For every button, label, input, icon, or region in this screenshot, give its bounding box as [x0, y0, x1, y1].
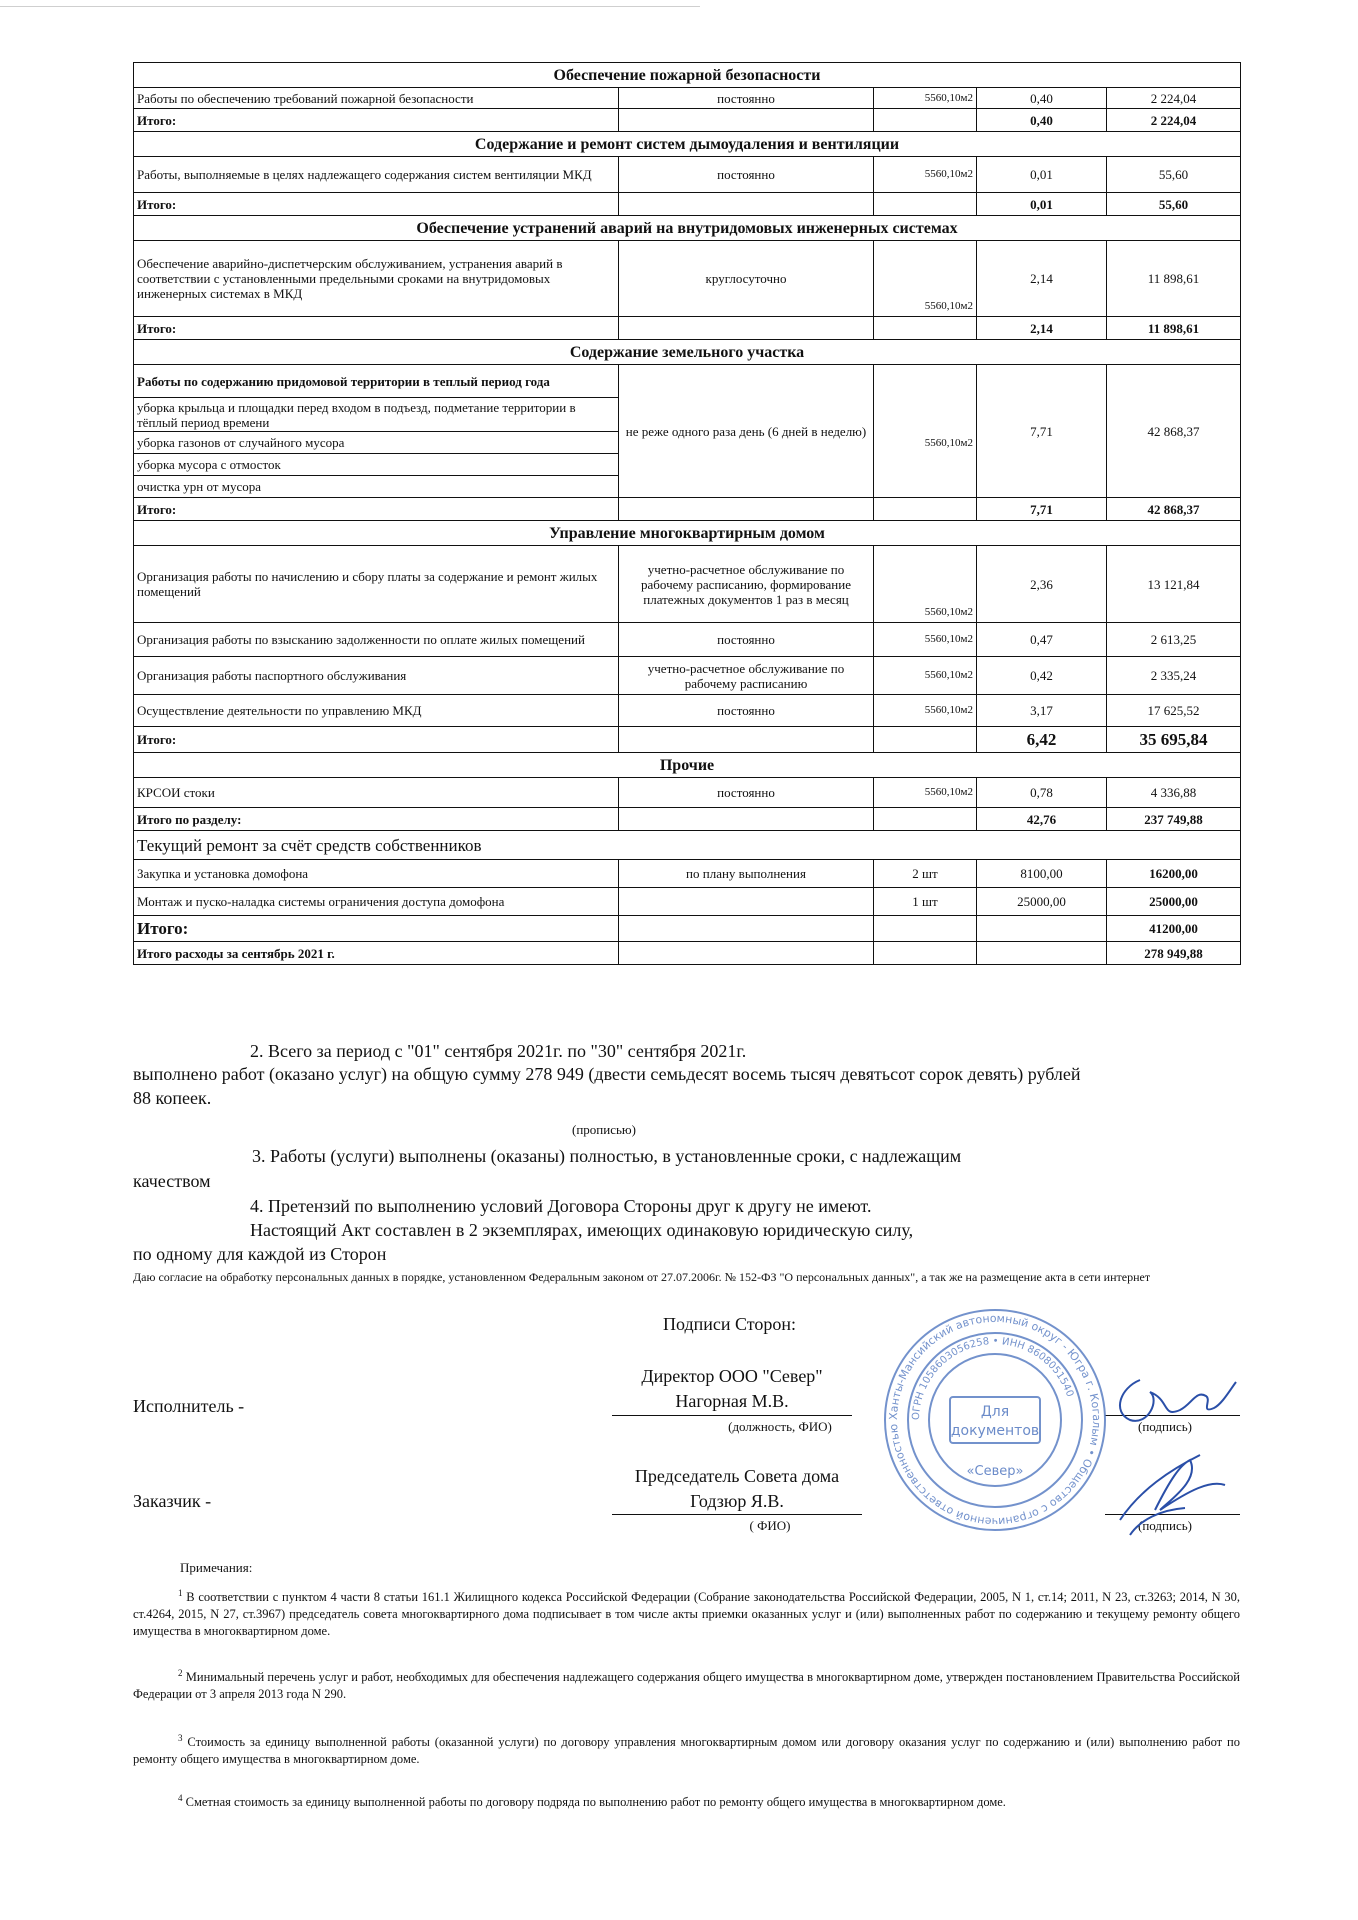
row-rate: 0,47 — [977, 623, 1107, 657]
row-period: постоянно — [619, 88, 874, 109]
total-sum: 41200,00 — [1107, 916, 1241, 942]
row-period: постоянно — [619, 157, 874, 193]
total-sum: 2 224,04 — [1107, 109, 1241, 132]
paragraph-3: 3. Работы (услуги) выполнены (оказаны) полностью, в установленные сроки, с надлежащим — [252, 1146, 962, 1166]
paragraph-2-cont2: 88 копеек. — [133, 1088, 212, 1108]
row-unit: 5560,10м2 — [874, 657, 977, 695]
handwritten-signatures — [1100, 1360, 1240, 1550]
section-title-repair: Текущий ремонт за счёт средств собственников — [134, 831, 1241, 860]
stamp-inner-text: ОГРН 1058603056258 • ИНН 8608051540 — [910, 1335, 1076, 1421]
row-name: Монтаж и пуско-наладка системы ограничения доступа домофона — [134, 888, 619, 916]
signatures-title: Подписи Сторон: — [663, 1314, 797, 1334]
table-row-grand-total — [134, 942, 1241, 965]
note-4 — [133, 1790, 1240, 1811]
table-row — [134, 888, 1241, 916]
company-stamp — [880, 1305, 1110, 1535]
total-label: Итого: — [134, 317, 619, 340]
land-item: очистка урн от мусора — [134, 476, 619, 498]
note-1-mark: 1 — [178, 1588, 183, 1598]
section-title-emergency: Обеспечение устранений аварий на внутридомовых инженерных системах — [134, 216, 1241, 241]
paragraph-5-cont: по одному для каждой из Сторон — [133, 1244, 387, 1264]
note-3-text: Стоимость за единицу выполненной работы (оказанной услуги) по договору управления многоквартирным домом или договору оказания услуг по содержанию и (или) выполнению работ по ремонту общего имущества в многоквартирном доме. — [133, 1735, 1240, 1767]
executor-name: Нагорная М.В. — [675, 1391, 789, 1411]
row-name: Организация работы по начислению и сбору платы за содержание и ремонт жилых помещений — [134, 546, 619, 623]
row-sum: 2 613,25 — [1107, 623, 1241, 657]
total-label: Итого по разделу: — [134, 808, 619, 831]
row-unit: 5560,10м2 — [874, 695, 977, 727]
stamp-center-top: Для — [980, 1404, 1010, 1420]
table-row-total — [134, 109, 1241, 132]
propisyu-caption: (прописью) — [572, 1122, 636, 1137]
row-name: Работы, выполняемые в целях надлежащего содержания систем вентиляции МКД — [134, 157, 619, 193]
section-title-management: Управление многоквартирным домом — [134, 521, 1241, 546]
total-label: Итого: — [134, 109, 619, 132]
customer-sign-caption: (подпись) — [1138, 1518, 1192, 1533]
total-sum: 55,60 — [1107, 193, 1241, 216]
note-2-text: Минимальный перечень услуг и работ, необходимых для обеспечения надлежащего содержания общего имущества в многоквартирном доме, утвержден постановлением Правительства Российской Федерации от 3 апреля 2013 года N 290. — [133, 1670, 1240, 1702]
note-1 — [133, 1585, 1240, 1640]
total-rate: 0,40 — [977, 109, 1107, 132]
row-sum: 17 625,52 — [1107, 695, 1241, 727]
row-unit: 5560,10м2 — [874, 623, 977, 657]
land-unit: 5560,10м2 — [874, 365, 977, 498]
land-period: не реже одного раза день (6 дней в неделю) — [619, 365, 874, 498]
table-row — [134, 365, 1241, 398]
total-label: Итого: — [134, 498, 619, 521]
row-name: Организация работы по взысканию задолженности по оплате жилых помещений — [134, 623, 619, 657]
row-rate: 0,01 — [977, 157, 1107, 193]
row-unit: 5560,10м2 — [874, 88, 977, 109]
row-rate: 25000,00 — [977, 888, 1107, 916]
row-rate: 0,42 — [977, 657, 1107, 695]
note-4-mark: 4 — [178, 1793, 183, 1803]
note-2 — [133, 1665, 1240, 1703]
total-rate: 7,71 — [977, 498, 1107, 521]
row-name: Работы по обеспечению требований пожарной безопасности — [134, 88, 619, 109]
land-item: уборка мусора с отмосток — [134, 454, 619, 476]
row-unit: 5560,10м2 — [874, 241, 977, 317]
row-sum: 55,60 — [1107, 157, 1241, 193]
stamp-center-bottom: документов — [950, 1423, 1040, 1439]
row-rate: 0,40 — [977, 88, 1107, 109]
row-period: постоянно — [619, 778, 874, 808]
customer-label: Заказчик - — [133, 1491, 212, 1511]
land-item: уборка газонов от случайного мусора — [134, 432, 619, 454]
row-sum: 13 121,84 — [1107, 546, 1241, 623]
total-sum: 237 749,88 — [1107, 808, 1241, 831]
total-label: Итого: — [134, 193, 619, 216]
table-row — [134, 695, 1241, 727]
total-rate: 42,76 — [977, 808, 1107, 831]
row-unit: 1 шт — [874, 888, 977, 916]
row-name: Организация работы паспортного обслуживания — [134, 657, 619, 695]
table-row-total — [134, 916, 1241, 942]
row-unit: 5560,10м2 — [874, 157, 977, 193]
paragraph-5: Настоящий Акт составлен в 2 экземплярах, имеющих одинаковую юридическую силу, — [250, 1220, 914, 1240]
customer-name: Годзюр Я.В. — [690, 1491, 784, 1511]
total-sum: 42 868,37 — [1107, 498, 1241, 521]
table-row — [134, 657, 1241, 695]
row-rate: 8100,00 — [977, 860, 1107, 888]
row-period: постоянно — [619, 695, 874, 727]
row-rate: 2,14 — [977, 241, 1107, 317]
row-period: по плану выполнения — [619, 860, 874, 888]
row-sum: 2 335,24 — [1107, 657, 1241, 695]
row-sum: 16200,00 — [1107, 860, 1241, 888]
paragraph-3-cont: качеством — [133, 1171, 211, 1191]
executor-sign-caption: (подпись) — [1138, 1419, 1192, 1434]
services-table — [133, 62, 1241, 965]
table-row-total — [134, 193, 1241, 216]
grand-total-sum: 278 949,88 — [1107, 942, 1241, 965]
table-row-section-total — [134, 808, 1241, 831]
note-3-mark: 3 — [178, 1733, 183, 1743]
land-sum: 42 868,37 — [1107, 365, 1241, 498]
total-label: Итого: — [134, 727, 619, 753]
row-unit: 5560,10м2 — [874, 778, 977, 808]
executor-line — [612, 1415, 852, 1416]
row-period: круглосуточно — [619, 241, 874, 317]
total-sum: 35 695,84 — [1107, 727, 1241, 753]
table-row — [134, 88, 1241, 109]
customer-signature — [1120, 1455, 1225, 1535]
total-sum: 11 898,61 — [1107, 317, 1241, 340]
total-rate: 6,42 — [977, 727, 1107, 753]
executor-caption: (должность, ФИО) — [728, 1419, 832, 1434]
table-row — [134, 546, 1241, 623]
row-rate: 2,36 — [977, 546, 1107, 623]
table-row-total — [134, 727, 1241, 753]
paragraph-2-cont: выполнено работ (оказано услуг) на общую сумму 278 949 (двести семьдесят восемь тысяч девятьсот сорок девять) рублей — [133, 1064, 1081, 1084]
land-header: Работы по содержанию придомовой территории в теплый период года — [134, 365, 619, 398]
row-period — [619, 888, 874, 916]
row-sum: 2 224,04 — [1107, 88, 1241, 109]
table-row — [134, 778, 1241, 808]
row-unit: 5560,10м2 — [874, 546, 977, 623]
total-rate: 2,14 — [977, 317, 1107, 340]
row-name: КРСОИ стоки — [134, 778, 619, 808]
table-row — [134, 157, 1241, 193]
paragraph-4: 4. Претензий по выполнению условий Договора Стороны друг к другу не имеют. — [250, 1196, 872, 1216]
row-name: Обеспечение аварийно-диспетчерским обслуживанием, устранения аварий в соответствии с установленными предельными сроками на внутридомовых инженерных системах в МКД — [134, 241, 619, 317]
total-rate: 0,01 — [977, 193, 1107, 216]
executor-signature — [1120, 1380, 1236, 1421]
row-name: Закупка и установка домофона — [134, 860, 619, 888]
customer-caption: ( ФИО) — [749, 1518, 791, 1533]
row-period: постоянно — [619, 623, 874, 657]
row-period: учетно-расчетное обслуживание по рабочему расписанию, формирование платежных документов 1 раз в месяц — [619, 546, 874, 623]
customer-line — [612, 1514, 862, 1515]
section-title-land: Содержание земельного участка — [134, 340, 1241, 365]
land-item: уборка крыльца и площадки перед входом в подъезд, подметание территории в тёплый период времени — [134, 398, 619, 432]
land-rate: 7,71 — [977, 365, 1107, 498]
note-3 — [133, 1730, 1240, 1768]
grand-total-label: Итого расходы за сентябрь 2021 г. — [134, 942, 619, 965]
section-title-other: Прочие — [134, 753, 1241, 778]
scan-edge-line — [0, 6, 700, 7]
executor-label: Исполнитель - — [133, 1396, 245, 1416]
row-sum: 25000,00 — [1107, 888, 1241, 916]
section-title-fire: Обеспечение пожарной безопасности — [134, 63, 1241, 88]
table-row — [134, 860, 1241, 888]
row-period: учетно-расчетное обслуживание по рабочему расписанию — [619, 657, 874, 695]
stamp-name: «Север» — [966, 1464, 1024, 1479]
table-row-total — [134, 498, 1241, 521]
customer-role: Председатель Совета дома — [634, 1466, 840, 1486]
table-row — [134, 241, 1241, 317]
consent-text: Даю согласие на обработку персональных данных в порядке, установленном Федеральным законом от 27.07.2006г. № 152-ФЗ "О персональных данных", а так же на размещение акта в сети интернет — [133, 1270, 1151, 1284]
note-4-text: Сметная стоимость за единицу выполненной работы по договору подряда по выполнению работ по ремонту общего имущества в многоквартирном доме. — [185, 1795, 1006, 1810]
table-row-total — [134, 317, 1241, 340]
notes-heading: Примечания: — [180, 1560, 253, 1575]
row-unit: 2 шт — [874, 860, 977, 888]
row-name: Осуществление деятельности по управлению МКД — [134, 695, 619, 727]
stamp-ring-text: Ханты-Мансийский автономный округ - Югра г. Когалым • Общество с ограниченной ответственностью — [886, 1311, 1104, 1529]
executor-role: Директор ООО "Север" — [641, 1366, 823, 1386]
row-rate: 0,78 — [977, 778, 1107, 808]
note-2-mark: 2 — [178, 1668, 183, 1678]
row-rate: 3,17 — [977, 695, 1107, 727]
paragraph-2: 2. Всего за период с "01" сентября 2021г. по "30" сентября 2021г. — [250, 1041, 747, 1061]
section-title-ventilation: Содержание и ремонт систем дымоудаления и вентиляции — [134, 132, 1241, 157]
table-row — [134, 623, 1241, 657]
total-label: Итого: — [134, 916, 619, 942]
row-sum: 11 898,61 — [1107, 241, 1241, 317]
row-sum: 4 336,88 — [1107, 778, 1241, 808]
note-1-text: В соответствии с пунктом 4 части 8 статьи 161.1 Жилищного кодекса Российской Федерации (Собрание законодательства Российской Федерации, 2005, N 1, ст.14; 2011, N 23, ст.3263; 2014, N 30, ст.4264, 2015, N 27, ст.3967) председатель совета многоквартирного дома подписывает в том числе акты приемки оказанных услуг и (или) выполненных работ по содержанию и текущему ремонту общего имущества в многоквартирном доме. — [133, 1590, 1241, 1639]
